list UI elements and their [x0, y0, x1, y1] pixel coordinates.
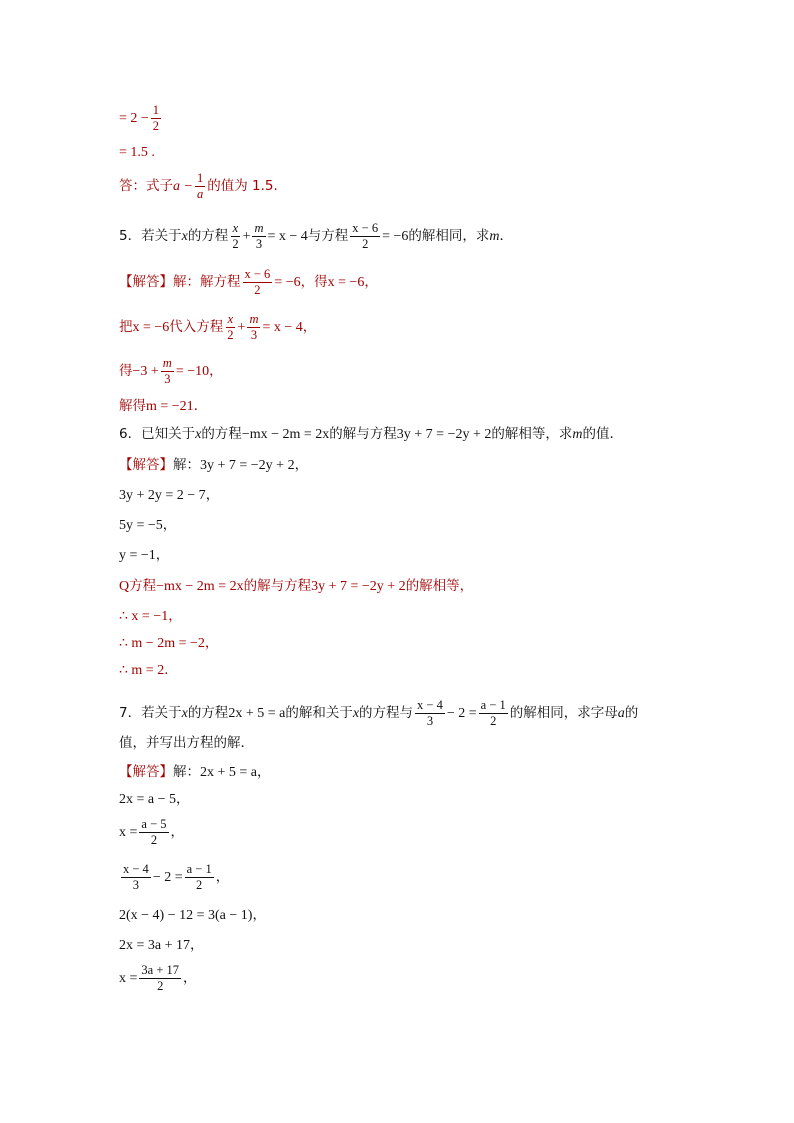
answer-6-line-4: y = −1 ，	[119, 547, 170, 564]
fraction: $\frac{x - 4}{3}$	[417, 698, 443, 729]
question-5: 5．若关于 x 的方程 $\frac{x}{2}$ + $\frac{m}{3}$ = x − 4 与方程 $\frac{x - 6}{2}$ = −6 的解相同，求 m ．	[119, 221, 514, 252]
answer-7-line-5: 2(x − 4) − 12 = 3(a − 1) ，	[119, 907, 266, 924]
fraction: $\frac{x}{2}$	[227, 312, 234, 343]
answer-7-line-2: 2x = a − 5 ，	[119, 791, 190, 808]
fraction: $\frac{x - 6}{2}$	[244, 267, 271, 298]
answer-7-line-1: 【解答】 解： 2x + 5 = a ，	[119, 764, 271, 781]
answer-5-line-4: 解得 m = −21 ．	[119, 398, 208, 415]
answer-6-line-7: ∴ m − 2m = −2 ，	[119, 635, 219, 652]
question-7-continued: 值，并写出方程的解．	[119, 735, 254, 751]
fraction: $\frac{a - 1}{2}$	[186, 862, 212, 893]
answer-5-line-1: 【解答】 解：解方程 $\frac{x - 6}{2}$ = −6 ，得 x = −6 ，	[119, 267, 378, 298]
answer-6-line-2: 3y + 2y = 2 − 7 ，	[119, 487, 220, 504]
fraction: $\frac{a - 5}{2}$	[141, 817, 167, 848]
line-2	[119, 146, 155, 160]
answer-6-line-5: Q 方程 −mx − 2m = 2x 的解与方程 3y + 7 = −2y + 2 的解相等，	[119, 578, 474, 595]
therefore-symbol: ∴	[119, 663, 128, 678]
fraction: $\frac{x}{2}$	[232, 221, 239, 252]
fraction: $\frac{m}{3}$	[162, 356, 172, 387]
fraction: $\frac{3a + 17}{2}$	[141, 963, 180, 994]
answer-6-line-1: 【解答】 解： 3y + 7 = −2y + 2 ，	[119, 457, 309, 474]
fraction: $\frac{a - 1}{2}$	[480, 698, 506, 729]
line-3: 答：式子 a − $\frac{1}{a}$ 的值为 1.5.	[119, 171, 278, 202]
answer-5-line-2: 把 x = −6 代入方程 $\frac{x}{2}$ + $\frac{m}{3}$ = x − 4 ，	[119, 312, 317, 343]
answer-6-line-3: 5y = −5 ，	[119, 517, 177, 534]
question-7: 7．若关于 x 的方程 2x + 5 = a 的解和关于 x 的方程与 $\frac{x - 4}{3}$ − 2 = $\frac{a - 1}{2}$ 的解相同，求字母 a 的	[119, 698, 639, 729]
fraction: $\frac{m}{3}$	[254, 221, 264, 252]
fraction: $\frac{x - 6}{2}$	[352, 221, 379, 252]
expr: = 2 −	[119, 110, 149, 126]
fraction: $\frac{1}{2}$	[152, 103, 160, 134]
answer-7-line-3: x = $\frac{a - 5}{2}$ ，	[119, 817, 185, 848]
line-1	[119, 104, 163, 133]
therefore-symbol: ∴	[119, 609, 128, 624]
fraction: $\frac{m}{3}$	[249, 312, 259, 343]
answer-6-line-8: ∴ m = 2 ．	[119, 662, 178, 679]
expr: = 1.5 .	[119, 145, 155, 160]
answer-tag: 【解答】	[119, 457, 173, 474]
fraction: $\frac{1}{a}$	[196, 171, 204, 202]
answer-6-line-6: ∴ x = −1 ，	[119, 608, 182, 625]
answer-7-line-6: 2x = 3a + 17 ，	[119, 937, 204, 954]
answer-7-line-4: $\frac{x - 4}{3}$ − 2 = $\frac{a - 1}{2}$ ，	[123, 862, 230, 893]
answer-5-line-3: 得 −3 + $\frac{m}{3}$ = −10 ，	[119, 356, 223, 387]
answer-tag: 【解答】	[119, 764, 173, 781]
answer-tag: 【解答】	[119, 273, 173, 290]
because-symbol: Q	[119, 579, 130, 594]
therefore-symbol: ∴	[119, 636, 128, 651]
answer-7-line-7: x = $\frac{3a + 17}{2}$ ，	[119, 963, 197, 994]
question-6: 6．已知关于 x 的方程 −mx − 2m = 2x 的解与方程 3y + 7 = −2y + 2 的解相等，求 m 的值．	[119, 426, 623, 443]
fraction: $\frac{x - 4}{3}$	[123, 862, 149, 893]
